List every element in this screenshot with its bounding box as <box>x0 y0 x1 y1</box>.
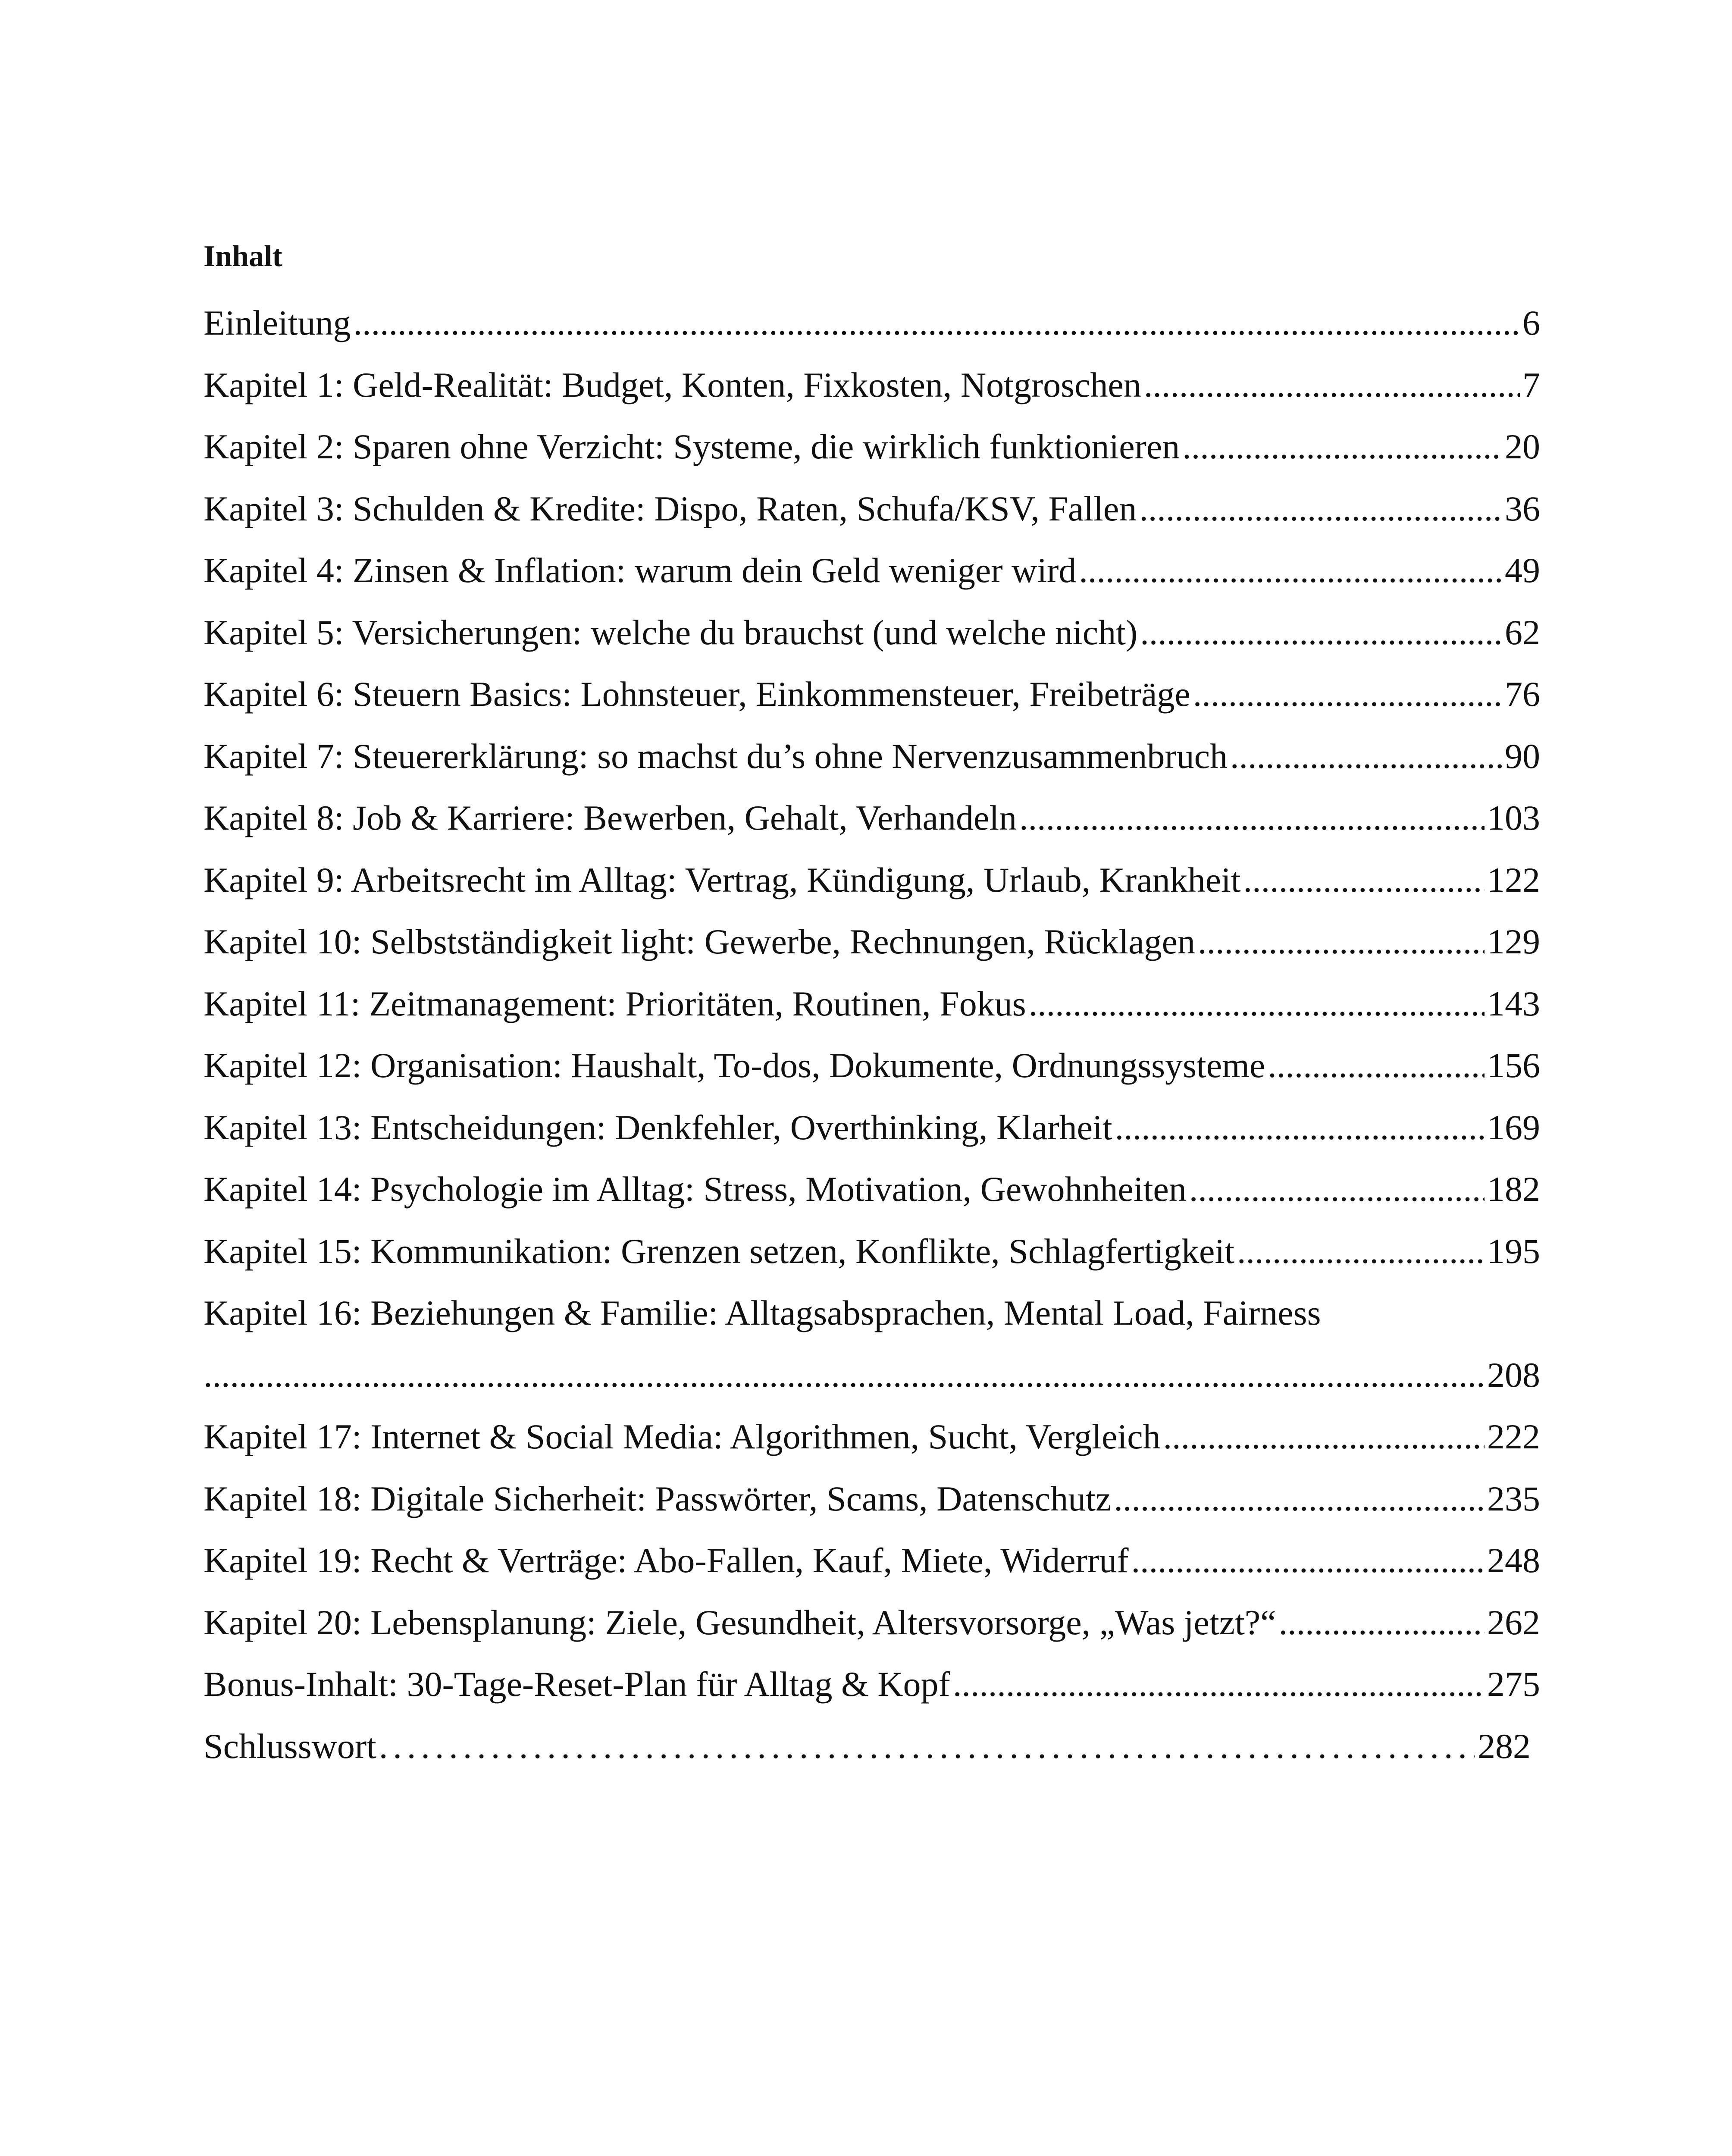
dot-leader <box>354 292 1520 354</box>
toc-entry[interactable] <box>204 1653 1540 1715</box>
toc-entry-page: 49 <box>1505 551 1540 590</box>
toc-entry[interactable] <box>204 1158 1540 1220</box>
toc-entry-title: Kapitel 6: Steuern Basics: Lohnsteuer, Einkommensteuer, Freibeträge <box>204 674 1190 714</box>
toc-entry[interactable] <box>204 663 1540 725</box>
toc-entry-page: 90 <box>1505 736 1540 776</box>
dot-leader <box>1237 1220 1485 1282</box>
dot-leader <box>1139 478 1502 540</box>
toc-entry-page: 62 <box>1505 612 1540 652</box>
toc-entry[interactable] <box>204 1220 1540 1282</box>
dot-leader <box>1163 1406 1485 1468</box>
toc-entry-title: Kapitel 18: Digitale Sicherheit: Passwörter, Scams, Datenschutz <box>204 1479 1112 1518</box>
toc-entry[interactable] <box>204 849 1540 911</box>
toc-entry-page: 208 <box>1487 1355 1540 1395</box>
toc-entry[interactable] <box>204 354 1540 416</box>
toc-entry-title: Einleitung <box>204 303 351 342</box>
toc-heading: Inhalt <box>204 240 282 273</box>
toc-entry-page: 222 <box>1487 1417 1540 1456</box>
dot-leader <box>1230 725 1502 787</box>
toc-entry[interactable] <box>204 478 1540 540</box>
toc-entry-title: Kapitel 20: Lebensplanung: Ziele, Gesundheit, Altersvorsorge, „Was jetzt?“ <box>204 1602 1276 1642</box>
toc-entry[interactable] <box>204 1406 1540 1468</box>
dot-leader <box>1144 354 1520 416</box>
dot-leader <box>1019 787 1485 849</box>
toc-entry-page: 6 <box>1522 303 1540 342</box>
dot-leader <box>1198 911 1485 973</box>
toc-entry-page: 76 <box>1505 674 1540 714</box>
toc-entry-title: Bonus-Inhalt: 30-Tage-Reset-Plan für Alltag & Kopf <box>204 1664 950 1704</box>
toc-entry-page: 275 <box>1487 1664 1540 1704</box>
dot-leader <box>1131 1529 1485 1592</box>
toc-entry-title: Kapitel 7: Steuererklärung: so machst du’s ohne Nervenzusammenbruch <box>204 736 1228 776</box>
toc-entry[interactable] <box>204 1034 1540 1097</box>
toc-entry-title: Kapitel 11: Zeitmanagement: Prioritäten, Routinen, Fokus <box>204 984 1026 1023</box>
toc-entry[interactable] <box>204 292 1540 354</box>
toc-entry-page: 7 <box>1522 365 1540 404</box>
toc-entry-title: Kapitel 19: Recht & Verträge: Abo-Fallen, Kauf, Miete, Widerruf <box>204 1541 1129 1580</box>
toc-entry-page: 143 <box>1487 984 1540 1023</box>
toc-entry-title: Kapitel 14: Psychologie im Alltag: Stress, Motivation, Gewohnheiten <box>204 1169 1187 1209</box>
toc-entry-page: 248 <box>1487 1541 1540 1580</box>
toc-entry[interactable] <box>204 787 1540 849</box>
toc-entry-title: Kapitel 17: Internet & Social Media: Algorithmen, Sucht, Vergleich <box>204 1417 1161 1456</box>
toc-entry-title: Kapitel 4: Zinsen & Inflation: warum dein Geld weniger wird <box>204 551 1077 590</box>
toc-entry-page: 103 <box>1487 798 1540 837</box>
toc-entry[interactable] <box>204 1529 1540 1592</box>
dot-leader <box>1268 1034 1485 1097</box>
toc-entry[interactable] <box>204 973 1540 1035</box>
toc-entry[interactable] <box>204 1592 1540 1654</box>
toc-entry-wrapped[interactable] <box>204 1282 1540 1406</box>
toc-entry-title: Schlusswort <box>204 1726 376 1766</box>
toc-entry-title: Kapitel 5: Versicherungen: welche du brauchst (und welche nicht) <box>204 612 1138 652</box>
toc-entry-page: 129 <box>1487 922 1540 961</box>
toc-entry[interactable] <box>204 1097 1540 1159</box>
toc-entry[interactable] <box>204 1715 1531 1777</box>
toc-entry-title: Kapitel 3: Schulden & Kredite: Dispo, Raten, Schufa/KSV, Fallen <box>204 489 1137 528</box>
toc-entry[interactable] <box>204 602 1540 664</box>
toc-entry-title: Kapitel 10: Selbstständigkeit light: Gewerbe, Rechnungen, Rücklagen <box>204 922 1196 961</box>
toc-entry-page: 20 <box>1505 427 1540 466</box>
toc-entry[interactable] <box>204 539 1540 602</box>
toc-entry-page: 122 <box>1487 860 1540 899</box>
toc-entry-page: 235 <box>1487 1479 1540 1518</box>
toc-list <box>204 292 1540 1777</box>
toc-entry[interactable] <box>204 416 1540 478</box>
dot-leader <box>1140 602 1502 664</box>
toc-entry-title: Kapitel 13: Entscheidungen: Denkfehler, Overthinking, Klarheit <box>204 1107 1112 1147</box>
toc-entry[interactable] <box>204 725 1540 787</box>
toc-entry-page: 169 <box>1487 1107 1540 1147</box>
dot-leader <box>1182 416 1502 478</box>
dot-leader <box>953 1653 1485 1715</box>
toc-entry-title: Kapitel 8: Job & Karriere: Bewerben, Gehalt, Verhandeln <box>204 798 1017 837</box>
dot-leader <box>1189 1158 1485 1220</box>
dot-leader <box>1279 1592 1485 1654</box>
toc-entry-title: Kapitel 12: Organisation: Haushalt, To-dos, Dokumente, Ordnungssysteme <box>204 1046 1265 1085</box>
dot-leader <box>204 1344 1485 1406</box>
toc-entry-leader-line <box>204 1344 1540 1406</box>
dot-leader <box>1114 1468 1485 1530</box>
toc-entry-title: Kapitel 1: Geld-Realität: Budget, Konten, Fixkosten, Notgroschen <box>204 365 1141 404</box>
toc-entry[interactable] <box>204 1468 1540 1530</box>
toc-entry-page: 262 <box>1487 1602 1540 1642</box>
toc-entry-page: 36 <box>1505 489 1540 528</box>
toc-entry-page: 182 <box>1487 1169 1540 1209</box>
toc-entry-title: Kapitel 16: Beziehungen & Familie: Alltagsabsprachen, Mental Load, Fairness <box>204 1293 1321 1332</box>
dot-leader <box>379 1715 1475 1777</box>
toc-entry[interactable] <box>204 911 1540 973</box>
toc-entry-title: Kapitel 9: Arbeitsrecht im Alltag: Vertrag, Kündigung, Urlaub, Krankheit <box>204 860 1241 899</box>
dot-leader <box>1079 539 1502 602</box>
table-of-contents <box>204 235 1540 1777</box>
toc-entry-page: 195 <box>1487 1231 1540 1271</box>
toc-entry-title: Kapitel 15: Kommunikation: Grenzen setzen, Konflikte, Schlagfertigkeit <box>204 1231 1235 1271</box>
dot-leader <box>1193 663 1502 725</box>
toc-entry-title: Kapitel 2: Sparen ohne Verzicht: Systeme, die wirklich funktionieren <box>204 427 1180 466</box>
toc-entry-page: 156 <box>1487 1046 1540 1085</box>
dot-leader <box>1029 973 1485 1035</box>
dot-leader <box>1243 849 1485 911</box>
toc-entry-page: 282 <box>1478 1726 1531 1766</box>
dot-leader <box>1115 1097 1485 1159</box>
